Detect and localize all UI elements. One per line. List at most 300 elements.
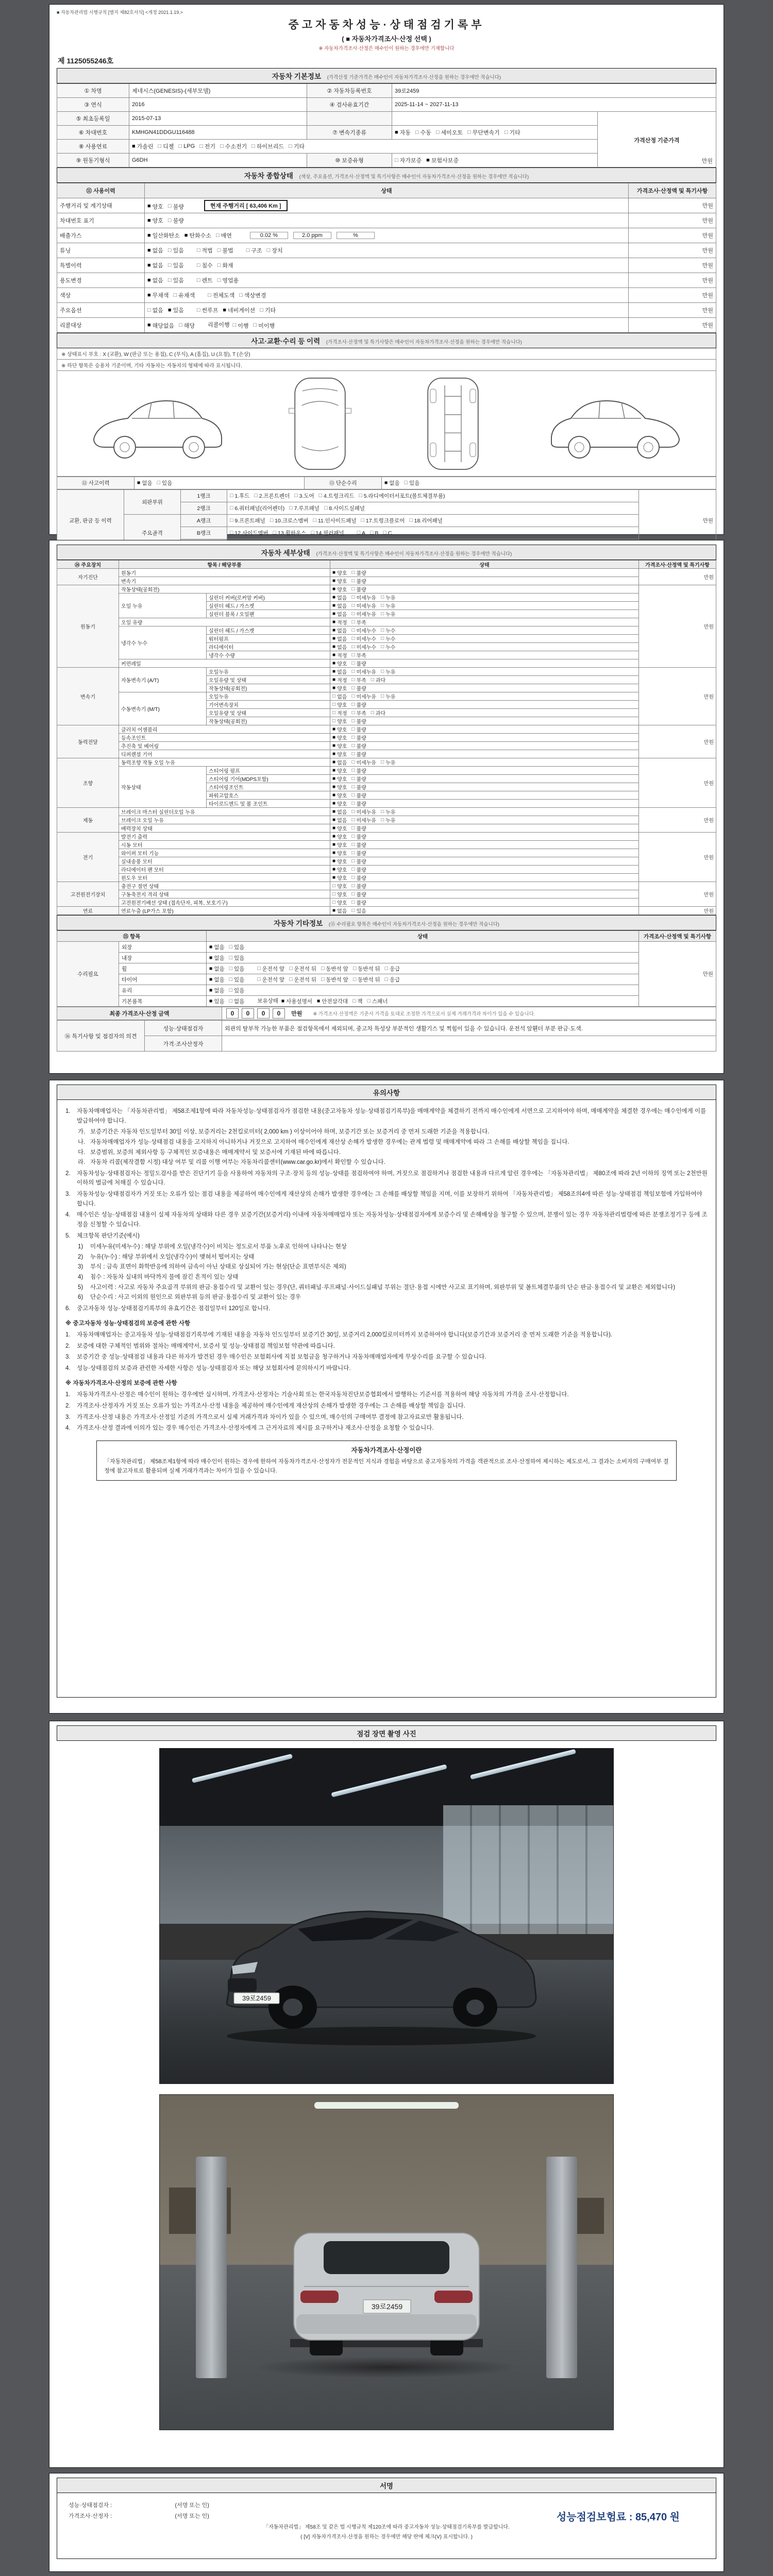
overall-condition-table	[57, 183, 716, 333]
checkbox-option[interactable]	[147, 202, 163, 211]
checkbox-option[interactable]	[370, 530, 378, 536]
price-cell	[629, 258, 716, 273]
checkbox-option[interactable]	[351, 808, 376, 816]
checkbox-option[interactable]	[351, 692, 376, 700]
checkbox-option[interactable]	[351, 659, 366, 667]
checkbox-option[interactable]	[332, 610, 347, 618]
cell-text: 스티어링 기어(MDPS포함)	[209, 777, 268, 783]
notice-number: 3.	[65, 1414, 71, 1420]
checkbox-option[interactable]	[289, 142, 305, 150]
checkbox-option[interactable]	[332, 594, 347, 601]
checkbox-label: 5.라디에이터서포트(볼트체결부품)	[363, 493, 445, 499]
checkbox-option[interactable]	[209, 976, 225, 984]
checkbox-option[interactable]	[147, 216, 163, 225]
option-group	[137, 479, 177, 487]
checkbox-option[interactable]	[209, 965, 225, 973]
checkbox-option[interactable]	[313, 517, 356, 524]
checkbox-option[interactable]	[332, 824, 347, 832]
checkbox-option[interactable]	[158, 142, 174, 150]
checkbox-option[interactable]	[405, 479, 420, 487]
checkbox-option[interactable]	[233, 321, 249, 330]
checkbox-option[interactable]	[217, 276, 239, 284]
checkbox-option[interactable]	[321, 976, 348, 984]
checkbox-option[interactable]	[351, 833, 366, 840]
item-label	[119, 585, 330, 594]
section-band-basic	[57, 68, 716, 83]
checkbox-option[interactable]	[351, 899, 366, 906]
checkbox-option[interactable]	[351, 585, 366, 593]
checkbox-option[interactable]	[254, 321, 275, 330]
checkbox-option[interactable]	[332, 907, 347, 914]
checkbox-option[interactable]	[229, 997, 245, 1005]
checkbox-option[interactable]	[332, 651, 347, 659]
checkbox-option[interactable]	[137, 479, 153, 487]
checkbox-option[interactable]	[351, 767, 366, 774]
checkbox-option[interactable]	[209, 987, 225, 994]
checkbox-option[interactable]	[381, 808, 395, 816]
checkbox-option[interactable]	[351, 758, 376, 766]
unchecked-checkbox-icon: □	[467, 129, 471, 135]
checkbox-option[interactable]	[351, 701, 366, 708]
checkbox-option[interactable]	[147, 276, 163, 284]
checkbox-option[interactable]	[371, 709, 385, 717]
cell-text: 가격조사·산정액 및 특기사항	[645, 563, 710, 568]
checkbox-option[interactable]	[289, 976, 316, 984]
checkbox-option[interactable]	[168, 261, 184, 269]
checkbox-label: 안전삼각대	[322, 998, 348, 1005]
unchecked-checkbox-icon: □	[351, 874, 355, 880]
item-label	[119, 942, 207, 953]
option-group	[230, 504, 369, 512]
table-row	[57, 258, 716, 273]
checkbox-option[interactable]	[332, 709, 347, 717]
checkbox-option[interactable]	[257, 965, 284, 973]
checkbox-option[interactable]	[332, 734, 347, 741]
checkbox-option[interactable]	[230, 529, 268, 537]
checkbox-option[interactable]	[147, 321, 174, 330]
checkbox-option[interactable]	[371, 676, 385, 684]
checkbox-option[interactable]	[351, 866, 366, 873]
unchecked-checkbox-icon: □	[239, 292, 243, 298]
checkbox-option[interactable]	[179, 321, 195, 330]
checkbox-option[interactable]	[384, 479, 400, 487]
checkbox-option[interactable]	[381, 816, 395, 824]
checkbox-option[interactable]	[381, 635, 395, 642]
checkbox-label: 불량	[356, 826, 366, 832]
option-group	[332, 692, 400, 700]
checkbox-label: 기타	[293, 144, 305, 150]
unchecked-checkbox-icon: □	[332, 899, 336, 905]
notice-subtext: 침수 : 자동차 실내의 바닥까지 물에 잠긴 흔적이 있는 상태	[90, 1274, 239, 1280]
cell-text: 오일누유	[209, 694, 229, 700]
item-label	[207, 800, 330, 808]
checkbox-option[interactable]	[381, 668, 395, 675]
checkbox-option[interactable]	[332, 684, 347, 692]
unchecked-checkbox-icon: □	[351, 759, 355, 765]
group-label	[307, 154, 392, 167]
inspection-insurance-premium	[557, 2509, 680, 2523]
checkbox-option[interactable]	[168, 246, 184, 255]
item-label	[119, 882, 330, 890]
checkbox-label: 불량	[356, 777, 366, 783]
checkbox-option[interactable]	[351, 610, 376, 618]
checkbox-label: 양호	[337, 884, 347, 890]
checkbox-option[interactable]	[260, 306, 276, 314]
checkbox-option[interactable]	[353, 965, 380, 973]
checkbox-option[interactable]	[351, 618, 366, 626]
table-row	[57, 816, 716, 824]
checkbox-label: 침수	[201, 263, 213, 269]
checkbox-option[interactable]	[321, 965, 348, 973]
table-row	[57, 228, 716, 243]
checkbox-option[interactable]	[317, 997, 348, 1005]
column-header	[119, 561, 330, 569]
checkbox-option[interactable]	[332, 849, 347, 857]
checkbox-option[interactable]	[351, 742, 366, 750]
checkbox-option[interactable]	[467, 128, 500, 137]
checkbox-option[interactable]	[178, 142, 195, 150]
notice-subparagraph	[78, 1158, 708, 1167]
value-cell	[222, 1021, 716, 1036]
checkbox-option[interactable]	[332, 569, 347, 577]
checkbox-label: 적정	[337, 711, 347, 717]
checkbox-option[interactable]	[147, 291, 169, 299]
checkbox-option[interactable]	[351, 734, 366, 741]
checkbox-option[interactable]	[383, 530, 392, 536]
checkbox-label: 없음	[337, 909, 347, 914]
unchecked-checkbox-icon: □	[371, 676, 374, 683]
checkbox-option[interactable]	[332, 742, 347, 750]
checkbox-option[interactable]	[351, 907, 366, 914]
checked-checkbox-icon: ■	[332, 619, 336, 625]
checkbox-option[interactable]	[332, 874, 347, 882]
notice-text: 보증기간 중 성능·상태점검 내용과 다른 하자가 발견된 경우 매수인은 보험회사에 직접 보험금을 청구하거나 자동차매매업자에게 무상수리를 요구할 수 있습니다.	[77, 1354, 486, 1361]
checkbox-option[interactable]	[311, 529, 344, 537]
checkbox-option[interactable]	[332, 676, 347, 684]
checked-checkbox-icon: ■	[332, 850, 336, 856]
checkbox-option[interactable]	[147, 246, 163, 255]
option-group	[332, 684, 371, 692]
checkbox-option[interactable]	[332, 585, 347, 593]
checkbox-option[interactable]	[197, 246, 213, 255]
unchecked-checkbox-icon: □	[167, 262, 172, 268]
checkbox-option[interactable]	[385, 965, 400, 973]
checkbox-option[interactable]	[395, 156, 422, 164]
checked-checkbox-icon: ■	[209, 943, 213, 950]
checkbox-option[interactable]	[415, 128, 431, 137]
checkbox-label: 불량	[356, 851, 366, 857]
checkbox-option[interactable]	[332, 577, 347, 585]
checkbox-option[interactable]	[220, 142, 247, 150]
checkbox-option[interactable]	[332, 816, 347, 824]
cell-text: 특별이력	[60, 263, 82, 269]
checkbox-label: 양호	[152, 204, 163, 210]
checkbox-option[interactable]	[351, 676, 366, 684]
checkbox-option[interactable]	[351, 577, 366, 585]
group-label	[57, 154, 129, 167]
checkbox-label: 양호	[337, 843, 347, 849]
checkbox-option[interactable]	[324, 504, 365, 512]
checkbox-option[interactable]	[332, 767, 347, 774]
notice-subtext: 누유(누수) : 해당 부위에서 오일(냉각수)이 맺혀서 떨어지는 상태	[90, 1253, 255, 1260]
cell-text: 만원	[703, 892, 714, 898]
option-group	[332, 857, 371, 865]
checkbox-option[interactable]	[229, 954, 245, 962]
checkbox-option[interactable]	[332, 643, 347, 651]
checkbox-option[interactable]	[332, 899, 347, 906]
state-cell	[129, 140, 598, 154]
checkbox-option[interactable]	[351, 651, 366, 659]
checkbox-option[interactable]	[208, 291, 234, 299]
checkbox-option[interactable]	[239, 291, 266, 299]
checkbox-option[interactable]	[353, 976, 380, 984]
checkbox-option[interactable]	[381, 594, 395, 601]
checkbox-option[interactable]	[381, 626, 395, 634]
checkbox-option[interactable]	[381, 643, 395, 651]
checkbox-option[interactable]	[351, 816, 376, 824]
checkbox-option[interactable]	[270, 517, 309, 524]
checkbox-option[interactable]	[381, 692, 395, 700]
checkbox-option[interactable]	[157, 479, 173, 487]
checkbox-option[interactable]	[351, 643, 376, 651]
checkbox-label: 부족	[356, 653, 366, 659]
checkbox-option[interactable]	[332, 841, 347, 849]
checkbox-option[interactable]	[351, 800, 366, 807]
state-cell	[330, 602, 639, 610]
checkbox-option[interactable]	[184, 231, 211, 240]
checkbox-option[interactable]	[351, 775, 366, 783]
checkbox-option[interactable]	[229, 965, 245, 973]
checkbox-option[interactable]	[332, 725, 347, 733]
cell-text: 스티어링 펌프	[209, 769, 240, 774]
checkbox-label: 하이브리드	[256, 144, 284, 150]
checked-checkbox-icon: ■	[147, 247, 151, 253]
checkbox-option[interactable]	[332, 750, 347, 758]
checkbox-option[interactable]	[332, 833, 347, 840]
checkbox-option[interactable]	[409, 517, 443, 524]
checkbox-label: 있음	[356, 909, 366, 914]
checkbox-option[interactable]	[385, 976, 400, 984]
cell-text: 만원	[702, 293, 713, 299]
checkbox-option[interactable]	[273, 529, 307, 537]
checkbox-option[interactable]	[381, 610, 395, 618]
checkbox-option[interactable]	[332, 758, 347, 766]
unchecked-checkbox-icon: □	[351, 850, 355, 856]
checkbox-option[interactable]	[351, 725, 366, 733]
checkbox-option[interactable]	[351, 882, 366, 890]
notice-number: 1.	[65, 1392, 71, 1398]
checkbox-option[interactable]	[395, 128, 411, 137]
checkbox-option[interactable]	[505, 128, 520, 137]
unchecked-checkbox-icon: □	[229, 965, 232, 972]
cell-text: 고전원전기배선 상태 (접속단자, 피복, 보호기구)	[121, 901, 228, 906]
checkbox-option[interactable]	[351, 602, 376, 609]
checkbox-option[interactable]	[332, 618, 347, 626]
checkbox-option[interactable]	[217, 261, 233, 269]
checkbox-option[interactable]	[257, 976, 284, 984]
checkbox-option[interactable]	[351, 824, 366, 832]
checkbox-option[interactable]	[147, 261, 163, 269]
checkbox-option[interactable]	[332, 701, 347, 708]
checkbox-option[interactable]	[217, 246, 233, 255]
table-row	[57, 866, 716, 874]
notice-number: 6.	[65, 1305, 71, 1312]
checkbox-option[interactable]	[229, 987, 245, 994]
group-label	[57, 140, 129, 154]
checkbox-option[interactable]	[381, 602, 395, 609]
checkbox-option[interactable]	[254, 492, 290, 500]
checkbox-option[interactable]	[351, 684, 366, 692]
checkbox-option[interactable]	[332, 626, 347, 634]
checkbox-option[interactable]	[230, 492, 249, 500]
checkbox-option[interactable]	[351, 857, 366, 865]
checkbox-option[interactable]	[168, 276, 184, 284]
checkbox-option[interactable]	[351, 791, 366, 799]
checkbox-option[interactable]	[332, 717, 347, 725]
checkbox-option[interactable]	[230, 504, 284, 512]
checkbox-option[interactable]	[229, 976, 245, 984]
checkbox-option[interactable]	[216, 231, 232, 240]
table-row	[57, 577, 716, 585]
checkbox-label: 누유	[385, 760, 396, 766]
checkbox-option[interactable]	[132, 142, 154, 150]
checked-checkbox-icon: ■	[332, 734, 336, 740]
checkbox-option[interactable]	[351, 849, 366, 857]
checkbox-option[interactable]	[332, 866, 347, 873]
checkbox-option[interactable]	[147, 306, 163, 314]
option-group	[332, 709, 390, 717]
checkbox-option[interactable]	[351, 874, 366, 882]
notice-subparagraph	[78, 1242, 708, 1252]
checkbox-option[interactable]	[209, 954, 225, 962]
checkbox-label: 6.쿼터패널(리어펜더)	[234, 505, 285, 512]
checkbox-option[interactable]	[174, 291, 195, 299]
checkbox-option[interactable]	[230, 517, 265, 524]
checkbox-option[interactable]	[281, 997, 312, 1005]
checkbox-option[interactable]	[199, 142, 215, 150]
unchecked-checkbox-icon: □	[332, 693, 336, 699]
checkbox-option[interactable]	[351, 668, 376, 675]
notice-number: 5.	[65, 1232, 71, 1239]
column-header	[57, 561, 119, 569]
checkbox-option[interactable]	[289, 504, 320, 512]
checkbox-option[interactable]	[289, 965, 316, 973]
unchecked-checkbox-icon: □	[289, 505, 293, 512]
checkbox-option[interactable]	[351, 750, 366, 758]
state-cell	[330, 857, 639, 866]
state-cell	[207, 974, 639, 985]
license-plate-front-text: 39로2459	[242, 1994, 271, 2002]
checkbox-option[interactable]	[197, 261, 213, 269]
checkbox-option[interactable]	[209, 997, 225, 1005]
checkbox-option[interactable]	[351, 635, 376, 642]
checkbox-option[interactable]	[197, 276, 213, 284]
checkbox-option[interactable]	[352, 997, 363, 1005]
checkbox-option[interactable]	[351, 709, 366, 717]
checkbox-label: 없음	[337, 760, 347, 766]
checkbox-option[interactable]	[229, 943, 245, 951]
checkbox-option[interactable]	[332, 791, 347, 799]
checkbox-option[interactable]	[223, 306, 255, 314]
checkbox-label: 불량	[356, 571, 366, 577]
checkbox-option[interactable]	[357, 530, 365, 536]
state-cell	[330, 709, 639, 717]
checkbox-option[interactable]	[246, 246, 262, 255]
cell-text: 차대번호 표기	[60, 218, 94, 224]
checkbox-option[interactable]	[351, 626, 376, 634]
checkbox-option[interactable]	[209, 943, 225, 951]
checkbox-option[interactable]	[332, 602, 347, 609]
checkbox-option[interactable]	[351, 783, 366, 791]
checkbox-option[interactable]	[332, 800, 347, 807]
unchecked-checkbox-icon: □	[266, 247, 271, 253]
checkbox-option[interactable]	[351, 717, 366, 725]
checkbox-label: 가솔린	[137, 144, 154, 150]
checkbox-option[interactable]	[359, 492, 445, 500]
checkbox-option[interactable]	[332, 659, 347, 667]
item-label	[207, 643, 330, 651]
checkbox-option[interactable]	[319, 492, 355, 500]
checkbox-option[interactable]	[197, 306, 219, 314]
table-row	[57, 758, 716, 767]
checkbox-option[interactable]	[381, 758, 395, 766]
checkbox-option[interactable]	[351, 569, 366, 577]
checkbox-option[interactable]	[361, 517, 405, 524]
checkbox-option[interactable]	[267, 246, 283, 255]
sheet-photos	[49, 1721, 724, 2468]
checkbox-option[interactable]	[332, 775, 347, 783]
checkbox-option[interactable]	[168, 306, 184, 314]
checkbox-option[interactable]	[332, 635, 347, 642]
checkbox-option[interactable]	[332, 783, 347, 791]
table-row	[57, 890, 716, 899]
checkbox-label: 썬루프	[201, 308, 219, 314]
state-code-legend: ※ 상태표시 부호 : X (교환), W (판금 또는 용접), C (부식), A (흠집), U (요철), T (손상)	[57, 348, 716, 360]
unchecked-checkbox-icon: □	[332, 718, 336, 724]
checkbox-option[interactable]	[351, 890, 366, 898]
checkbox-option[interactable]	[294, 492, 314, 500]
checkbox-option[interactable]	[147, 231, 180, 240]
option-group	[357, 530, 397, 536]
checkbox-label: 9.프론트패널	[234, 518, 265, 524]
checkbox-label: 양호	[337, 703, 347, 708]
state-cell	[330, 824, 639, 833]
group-label	[305, 477, 382, 489]
unchecked-checkbox-icon: □	[395, 157, 398, 163]
checkbox-option[interactable]	[251, 142, 284, 150]
checkbox-option[interactable]	[351, 594, 376, 601]
cell-text: 만원	[703, 575, 714, 581]
checkbox-option[interactable]	[367, 997, 388, 1005]
checkbox-option[interactable]	[332, 857, 347, 865]
checkbox-option[interactable]	[332, 668, 347, 675]
checkbox-option[interactable]	[426, 156, 459, 164]
checkbox-option[interactable]	[332, 692, 347, 700]
checkbox-option[interactable]	[351, 841, 366, 849]
checkbox-option[interactable]	[332, 890, 347, 898]
table-row	[57, 874, 716, 882]
checkbox-option[interactable]	[168, 202, 184, 211]
checkbox-option[interactable]	[332, 808, 347, 816]
checkbox-option[interactable]	[436, 128, 463, 137]
cell-text: 만원	[703, 855, 714, 861]
option-group	[246, 246, 288, 255]
unchecked-checkbox-icon: □	[196, 307, 200, 313]
cell-text: 변속기	[121, 579, 136, 585]
checkbox-option[interactable]	[332, 882, 347, 890]
checkbox-option[interactable]	[168, 216, 184, 225]
checkbox-label: 13.휠하우스	[278, 530, 307, 536]
